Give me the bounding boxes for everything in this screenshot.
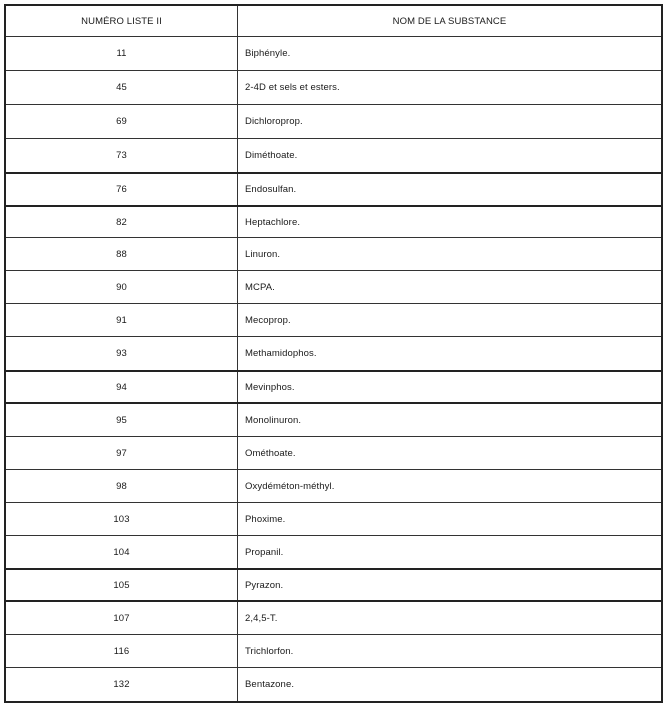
row-substance-name: Bentazone. — [245, 679, 295, 690]
table-row — [6, 36, 661, 70]
row-substance-name: Dichloroprop. — [245, 116, 303, 127]
row-substance-name: Monolinuron. — [245, 414, 302, 426]
row-number: 105 — [6, 570, 238, 600]
row-number: 95 — [6, 404, 238, 436]
row-number: 45 — [6, 71, 238, 104]
row-number: 98 — [6, 470, 238, 502]
table-row — [6, 634, 661, 667]
table-header-row — [6, 6, 661, 36]
row-substance-name: Pyrazon. — [245, 579, 284, 591]
row-substance-name: Phoxime. — [245, 513, 286, 525]
row-substance-name: Methamidophos. — [245, 348, 317, 359]
row-number: 76 — [6, 174, 238, 205]
row-substance-name: Trichlorfon. — [245, 645, 294, 657]
substance-table — [4, 4, 663, 703]
row-substance-name: 2,4,5-T. — [245, 612, 278, 624]
table-row — [6, 568, 661, 600]
table-row — [6, 402, 661, 436]
row-number: 90 — [6, 271, 238, 303]
row-substance-name: Diméthoate. — [245, 150, 298, 161]
table-row — [6, 502, 661, 535]
row-substance-name: Propanil. — [245, 546, 284, 558]
row-number: 11 — [6, 37, 238, 70]
row-substance-name: Mecoprop. — [245, 314, 291, 326]
row-number: 116 — [6, 635, 238, 667]
row-substance-name: Ométhoate. — [245, 447, 296, 459]
table-row — [6, 667, 661, 701]
table-row — [6, 70, 661, 104]
table-row — [6, 469, 661, 502]
table-row — [6, 172, 661, 205]
header-substance-name: NOM DE LA SUBSTANCE — [392, 15, 507, 27]
row-number: 94 — [6, 372, 238, 402]
row-number: 97 — [6, 437, 238, 469]
row-number: 91 — [6, 304, 238, 336]
table-row — [6, 303, 661, 336]
table-body — [6, 36, 661, 701]
row-substance-name: Biphényle. — [245, 48, 291, 59]
table-row — [6, 138, 661, 172]
row-substance-name: 2-4D et sels et esters. — [245, 82, 340, 93]
row-number: 69 — [6, 105, 238, 138]
table-row — [6, 535, 661, 568]
row-substance-name: Endosulfan. — [245, 184, 297, 195]
row-number: 93 — [6, 337, 238, 370]
table-row — [6, 237, 661, 270]
table-row — [6, 370, 661, 402]
header-number: NUMÉRO LISTE II — [6, 6, 238, 36]
table-row — [6, 270, 661, 303]
row-number: 104 — [6, 536, 238, 568]
table-row — [6, 436, 661, 469]
table-row — [6, 104, 661, 138]
row-substance-name: Linuron. — [245, 248, 281, 260]
table-row — [6, 600, 661, 634]
row-number: 88 — [6, 238, 238, 270]
row-number: 103 — [6, 503, 238, 535]
row-number: 132 — [6, 668, 238, 701]
row-substance-name: Mevinphos. — [245, 381, 295, 393]
row-substance-name: Heptachlore. — [245, 216, 301, 228]
row-number: 73 — [6, 139, 238, 172]
row-substance-name: MCPA. — [245, 281, 275, 293]
row-number: 107 — [6, 602, 238, 634]
table-row — [6, 336, 661, 370]
table-row — [6, 205, 661, 237]
row-number: 82 — [6, 207, 238, 237]
row-substance-name: Oxydéméton-méthyl. — [245, 480, 335, 492]
